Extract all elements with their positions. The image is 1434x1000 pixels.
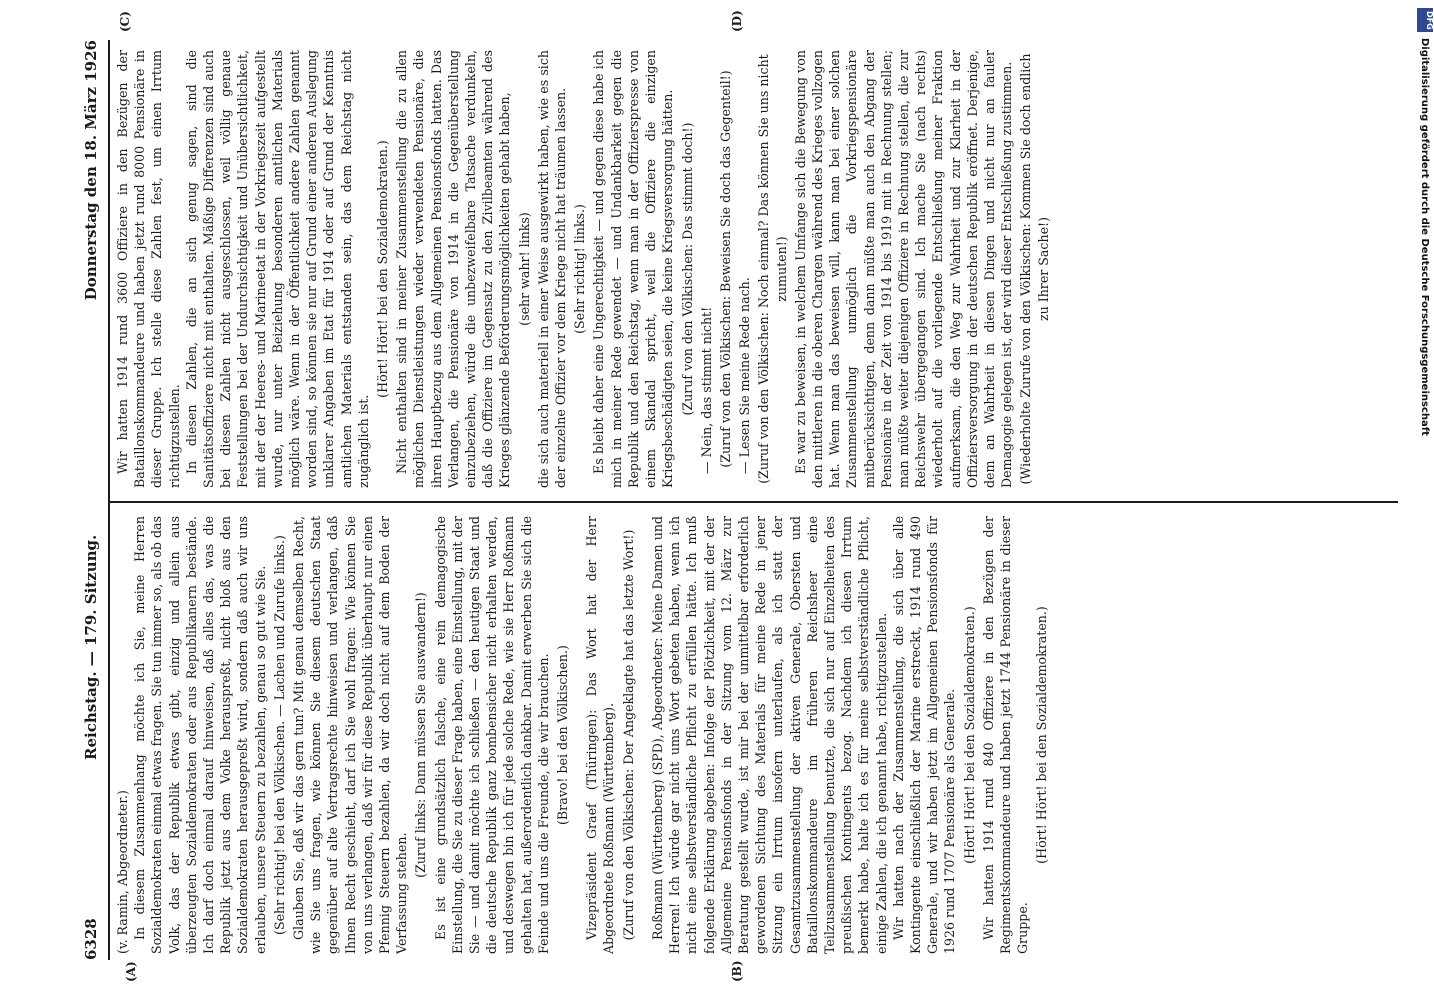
interjection: (sehr wahr! links) — [516, 212, 532, 326]
date-title: Donnerstag den 18. März 1926 — [82, 40, 100, 301]
digitization-sidebar — [1412, 0, 1434, 1000]
right-column — [114, 50, 1394, 488]
margin-marker-b: (B) — [730, 960, 744, 982]
paragraph: Roßmann (Württemberg) (SPD), Abgeordneter: Meine Damen und Herren! Ich würde gar nicht ums Wort gebeten haben, wenn ich nicht eine selbstverständliche Pflicht zu erfüllen hätte. Ich muß folgende Erklärung abgeben: Infolge der Plötzlichkeit, mit der der Allgemeine Pensionsfonds in der Sitzung vom 12. März zur Beratung gestellt wurde, ist mir bei der unmittelbar erforderlich gewordenen Sichtung des Materials für meine Rede in jener Sitzung ein Irrtum insofern unterlaufen, als ich statt der Gesamtzusammenstellung der aktiven Generale, Obersten und Bataillonskommandeure im früheren Reichsheer eine Teilzusammenstellung benutzte, die sich nur auf Einzelheiten des preußischen Kontingents bezog. Nachdem ich diesen Irrtum bemerkt habe, halte ich es für meine selbstverständliche Pflicht, einige Zahlen, die ich genannt habe, richtigzustellen. — [649, 516, 889, 954]
left-column — [114, 516, 1394, 954]
paragraph: Vizepräsident Graef (Thüringen): Das Wort hat der Herr Abgeordnete Roßmann (Württemberg). — [584, 516, 617, 954]
paragraph: In diesem Zusammenhang möchte ich Sie, meine Herren Sozialdemokraten einmal etwas fragen. Sie tun immer so, als ob das Volk, das der Republik etwas gibt, einzig und allein aus überzeugten Sozialdemokraten oder aus Republikanern bestände. Ich darf doch einmal darauf hinweisen, daß alles das, was die Republik jetzt aus dem Volke herauspreßt, nicht bloß aus den Sozialdemokraten herausgepreßt wird, sondern daß auch wir uns erlauben, unsere Steuern zu bezahlen, genau so gut wie Sie. — [132, 516, 268, 954]
paragraph: Es ist eine grundsätzlich falsche, eine rein demagogische Einstellung, die Sie zu dieser Frage haben, eine Einstellung, mit der Sie — und damit möchte ich schließen — den heutigen Staat und die deutsche Republik ganz bombensicher nicht erhalten werden, und deswegen bin ich für jede solche Rede, wie sie Herr Roßmann gehalten hat, außerordentlich dankbar. Damit erwerben Sie sich die Feinde und uns die Freunde, die wir brauchen. — [432, 516, 551, 954]
interjection: (Bravo! bei den Völkischen.) — [555, 645, 571, 825]
funding-credit: Digitalisierung gefördert durch die Deutsche Forschungsgemeinschaft — [1419, 38, 1430, 436]
paragraph: Es war zu beweisen, in welchem Umfange sich die Bewegung von den mittleren in die oberen Chargen während des Krieges vollzogen hat. Wenn man das beweisen will, kann man bei einer solchen Zusammenstellung unmöglich die Vorkriegspensionäre mitberücksichtigen, denn dann müßte man auch den Abgang der Pensionäre in der Zeit von 1914 bis 1919 mit in Rechnung stellen; man müßte weiter diejenigen Offiziere in Rechnung stellen, die zur Reichswehr übergegangen sind. Ich mache Sie (nach rechts) wiederholt auf die vorliegende Entschließung meiner Fraktion aufmerksam, die den Weg zur Wahrheit und zur Klarheit in der Offiziersversorgung in der deutschen Republik eröffnet. Derjenige, dem an Wahrheit in diesen Dingen und nicht nur an fauler Demagogie gelegen ist, der wird dieser Entschließung zustimmen. — [792, 50, 1015, 488]
header-rule — [108, 40, 110, 960]
paragraph: Wir hatten nach der Zusammenstellung, die sich über alle Kontingente einschließlich der Marine erstreckt, 1914 rund 490 Generale, und wir haben jetzt im Allgemeinen Pensionsfonds für 1926 rund 1707 Pensionäre als Generale. — [890, 516, 958, 954]
margin-marker-a: (A) — [124, 961, 138, 982]
reply-line: — Nein, das stimmt nicht! — [698, 306, 714, 474]
paragraph: die sich auch materiell in einer Weise ausgewirkt haben, wie es sich der einzelne Offizier vor dem Kriege nicht hat träumen lassen. — [535, 50, 569, 488]
page-header — [80, 40, 104, 960]
paragraph: Wir hatten 1914 rund 3600 Offiziere in den Bezügen der Bataillonskommandeure und haben jetzt rund 8000 Pensionäre in dieser Gruppe. Ich stelle diese Zahlen fest, um einen Irrtum richtigzustellen. — [115, 50, 182, 488]
interjection: (Wiederholte Zurufe von den Völkischen: Kommen Sie doch endlich zu Ihrer Sache!) — [1018, 53, 1051, 485]
interjection: (Zuruf links: Dann müssen Sie auswandern!) — [413, 592, 429, 878]
dfg-logo: DFG — [1417, 8, 1433, 32]
interjection: (Zuruf von den Völkischen: Der Angeklagte hat das letzte Wort!) — [620, 529, 636, 941]
speaker-line: (v. Ramin, Abgeordneter.) — [115, 790, 130, 954]
rotated-page — [80, 10, 1410, 982]
paragraph: In diesen Zahlen, die an sich genug sagen, sind die Sanitätsoffiziere nicht mit enthalten. Mäßige Differenzen sind auch bei diesen Zahlen nicht ausgeschlossen, weil völlig genaue Feststellungen bei der Undurchsichtigkeit und Unübersichtlichkeit, mit der der Heeres- und Marineetat in der Vorkriegszeit aufgestellt wurde, nur unter Beiziehung besonderen amtlichen Materials möglich wäre. Wenn in der Öffentlichkeit andere Zahlen genannt worden sind, so können sie nur auf Grund einer anderen Auslegung unklarer Angaben im Etat für 1914 oder auf Grund der Kenntnis amtlichen Materials entstanden sein, das dem Reichstag nicht zugänglich ist. — [183, 50, 371, 488]
margin-marker-c: (C) — [118, 11, 132, 32]
interjection: (Sehr richtig! bei den Völkischen. — Lachen und Zurufe links.) — [271, 535, 287, 935]
page-number: 6328 — [82, 918, 100, 960]
interjection: (Hört! Hört! bei den Sozialdemokraten.) — [961, 606, 977, 864]
interjection: (Zuruf von den Völkischen: Das stimmt doch!) — [679, 122, 695, 416]
paragraph: Nicht enthalten sind in meiner Zusammenstellung die zu allen möglichen Dienstleistungen wieder verwendeten Pensionäre, die ihren Hauptbezug aus dem Allgemeinen Pensionsfonds hatten. Das Verlangen, die Pensionäre von 1914 in die Gegenüberstellung einzubeziehen, würde die unbezweifelbare Tatsache verdunkeln, daß die Offiziere im Gegensatz zu den Zivilbeamten während des Krieges glänzende Beförderungsmöglichkeiten gehabt haben, — [394, 50, 513, 488]
paragraph: Glauben Sie, daß wir das gern tun? Mit genau demselben Recht, wie Sie uns fragen, wie können Sie diesem deutschen Staat gegenüber auf alte Vertragsrechte hinweisen und verlangen, daß Ihnen Recht geschieht, darf ich Sie wohl fragen: Wie können Sie von uns verlangen, daß wir für diese Republik überhaupt nur einen Pfennig Steuern bezahlen, da wir doch nicht auf dem Boden der Verfassung stehen. — [291, 516, 410, 954]
interjection: (Zuruf von den Völkischen: Noch einmal? Das können Sie uns nicht zumuten!) — [756, 54, 789, 484]
interjection: (Zuruf von den Völkischen: Beweisen Sie doch das Gegenteil!) — [717, 70, 733, 468]
column-divider — [108, 502, 1398, 504]
reply-line: — Lesen Sie meine Rede nach. — [737, 277, 753, 474]
paragraph: Es bleibt daher eine Ungerechtigkeit — und gegen diese habe ich mich in meiner Rede gewendet — und Undankbarkeit gegen die Republik und den Reichstag, wenn man in der Offizierspresse von einem Skandal spricht, weil die Offiziere die einzigen Kriegsbeschädigten seien, die keine Kriegsversorgung hätten. — [591, 50, 676, 488]
interjection: (Hört! Hört! bei den Sozialdemokraten.) — [1034, 606, 1050, 864]
interjection: (Sehr richtig! links.) — [572, 204, 588, 334]
paragraph: Wir hatten 1914 rund 840 Offiziere in den Bezügen der Regimentskommandeure und haben jetzt 1744 Pensionäre in dieser Gruppe. — [980, 516, 1031, 954]
session-title: Reichstag. — 179. Sitzung. — [82, 534, 100, 760]
interjection: (Hört! Hört! bei den Sozialdemokraten.) — [375, 140, 391, 398]
margin-marker-d: (D) — [730, 10, 744, 32]
